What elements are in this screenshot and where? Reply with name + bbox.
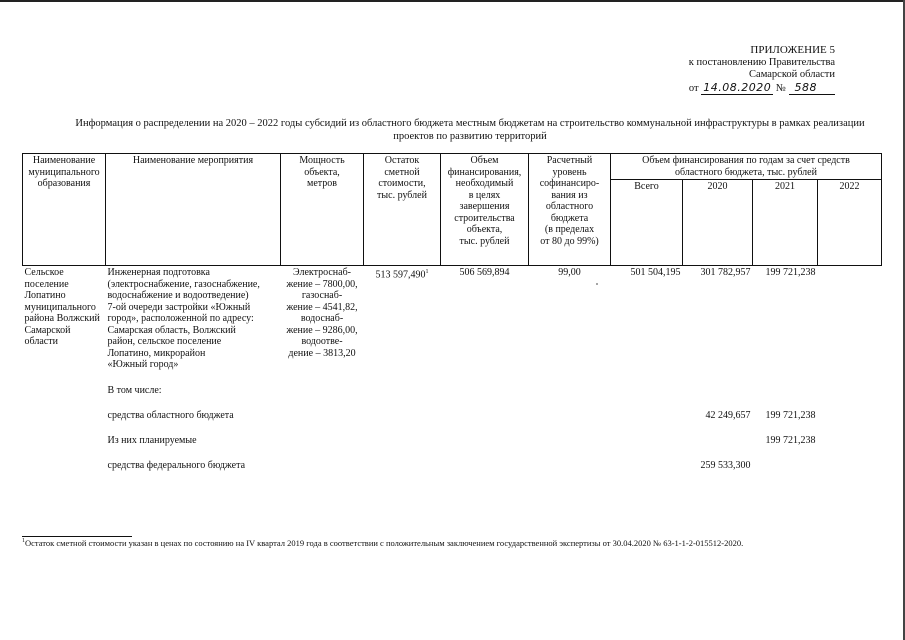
sub-2020 — [683, 423, 753, 448]
appendix-title: ПРИЛОЖЕНИЕ 5 — [750, 44, 835, 56]
title-line2: проектов по развитию территорий — [393, 131, 547, 142]
cell-cofinancing-level: 99,00 — [558, 267, 581, 278]
sub-label: средства областного бюджета — [107, 410, 234, 421]
sub-2021 — [753, 448, 818, 473]
scan-speck — [596, 283, 598, 285]
sub-row — [23, 448, 882, 473]
scan-edge-top — [0, 0, 905, 2]
header-remaining-cost: Остаток сметной стоимости, тыс. рублей — [364, 154, 441, 266]
decree-number-sign: № — [775, 82, 786, 94]
cell-event: Инженерная подготовка (электроснабжение, газоснабжение, водоснабжение и водоотведение) 7-ой очереди застройки «Южный город», расположенной по адресу: Самарская область, Волжский район, сельское поселение Лопатино, микрорайон «Южный город» — [107, 267, 260, 370]
cell-2021: 199 721,238 — [765, 267, 816, 278]
header-municipality: Наименование муниципального образования — [23, 154, 106, 266]
footnote-separator — [22, 536, 132, 537]
cell-remaining-cost: 513 597,490$^1$ — [375, 269, 429, 281]
footnote — [22, 538, 743, 548]
sub-2020: 259 533,300 — [700, 460, 751, 471]
decree-line — [689, 82, 835, 96]
including-label: В том числе: — [107, 385, 162, 396]
header-financing-volume: Объем финансирования, необходимый в целях завершения строительства объекта, тыс. рублей — [441, 154, 529, 266]
title-line1: Информация о распределении на 2020 – 2022 годы субсидий из областного бюджета местным бюджетам на строительство коммунальной инфраструктуры в рамках реализации — [75, 118, 865, 129]
cell-2022 — [818, 266, 882, 372]
appendix-line1: к постановлению Правительства — [688, 56, 835, 68]
sub-row — [23, 423, 882, 448]
table-row — [23, 266, 882, 372]
header-cofinancing-level: Расчетный уровень софинансиро- вания из областного бюджета (в пределах от 80 до 99%) — [529, 154, 611, 266]
header-event: Наименование мероприятия — [106, 154, 281, 266]
cell-2020: 301 782,957 — [700, 267, 751, 278]
sub-2020: 42 249,657 — [705, 410, 751, 421]
sub-label: средства федерального бюджета — [107, 460, 246, 471]
decree-from: от — [688, 82, 699, 94]
sub-row — [23, 398, 882, 423]
including-row — [23, 372, 882, 398]
sub-label: Из них планируемые — [107, 435, 197, 446]
header-capacity: Мощность объекта, метров — [281, 154, 364, 266]
header-2020: 2020 — [683, 180, 753, 266]
cell-municipality: Сельское поселение Лопатино муниципального района Волжский Самарской области — [24, 267, 100, 347]
header-total: Всего — [611, 180, 683, 266]
footnote-text: Остаток сметной стоимости указан в ценах по состоянию на IV квартал 2019 года в соответствии с положительным заключением государственной экспертизы от 30.04.2020 № 63-1-1-2-015512-2020. — [25, 538, 744, 548]
sub-2021: 199 721,238 — [765, 410, 816, 421]
cell-total: 501 504,195 — [630, 267, 681, 278]
appendix-line2: Самарской области — [749, 69, 835, 80]
appendix-block — [689, 44, 835, 95]
decree-date: 14.08.2020 — [703, 80, 772, 94]
subsidy-table — [22, 153, 882, 473]
header-2021: 2021 — [753, 180, 818, 266]
footnote-mark: 1 — [22, 538, 25, 545]
decree-number: 588 — [789, 81, 836, 95]
document-title — [40, 117, 900, 143]
footnote-ref: 1 — [425, 269, 429, 275]
header-2022: 2022 — [818, 180, 882, 266]
sub-2021: 199 721,238 — [765, 435, 816, 446]
header-funding-by-year: Объем финансирования по годам за счет средств областного бюджета, тыс. рублей — [611, 154, 882, 180]
cell-financing-volume: 506 569,894 — [459, 267, 510, 278]
cell-capacity: Электроснаб- жение – 7800,00, газоснаб- жение – 4541,82, водоснаб- жение – 9286,00, водоотве- дение – 3813,20 — [286, 267, 358, 359]
